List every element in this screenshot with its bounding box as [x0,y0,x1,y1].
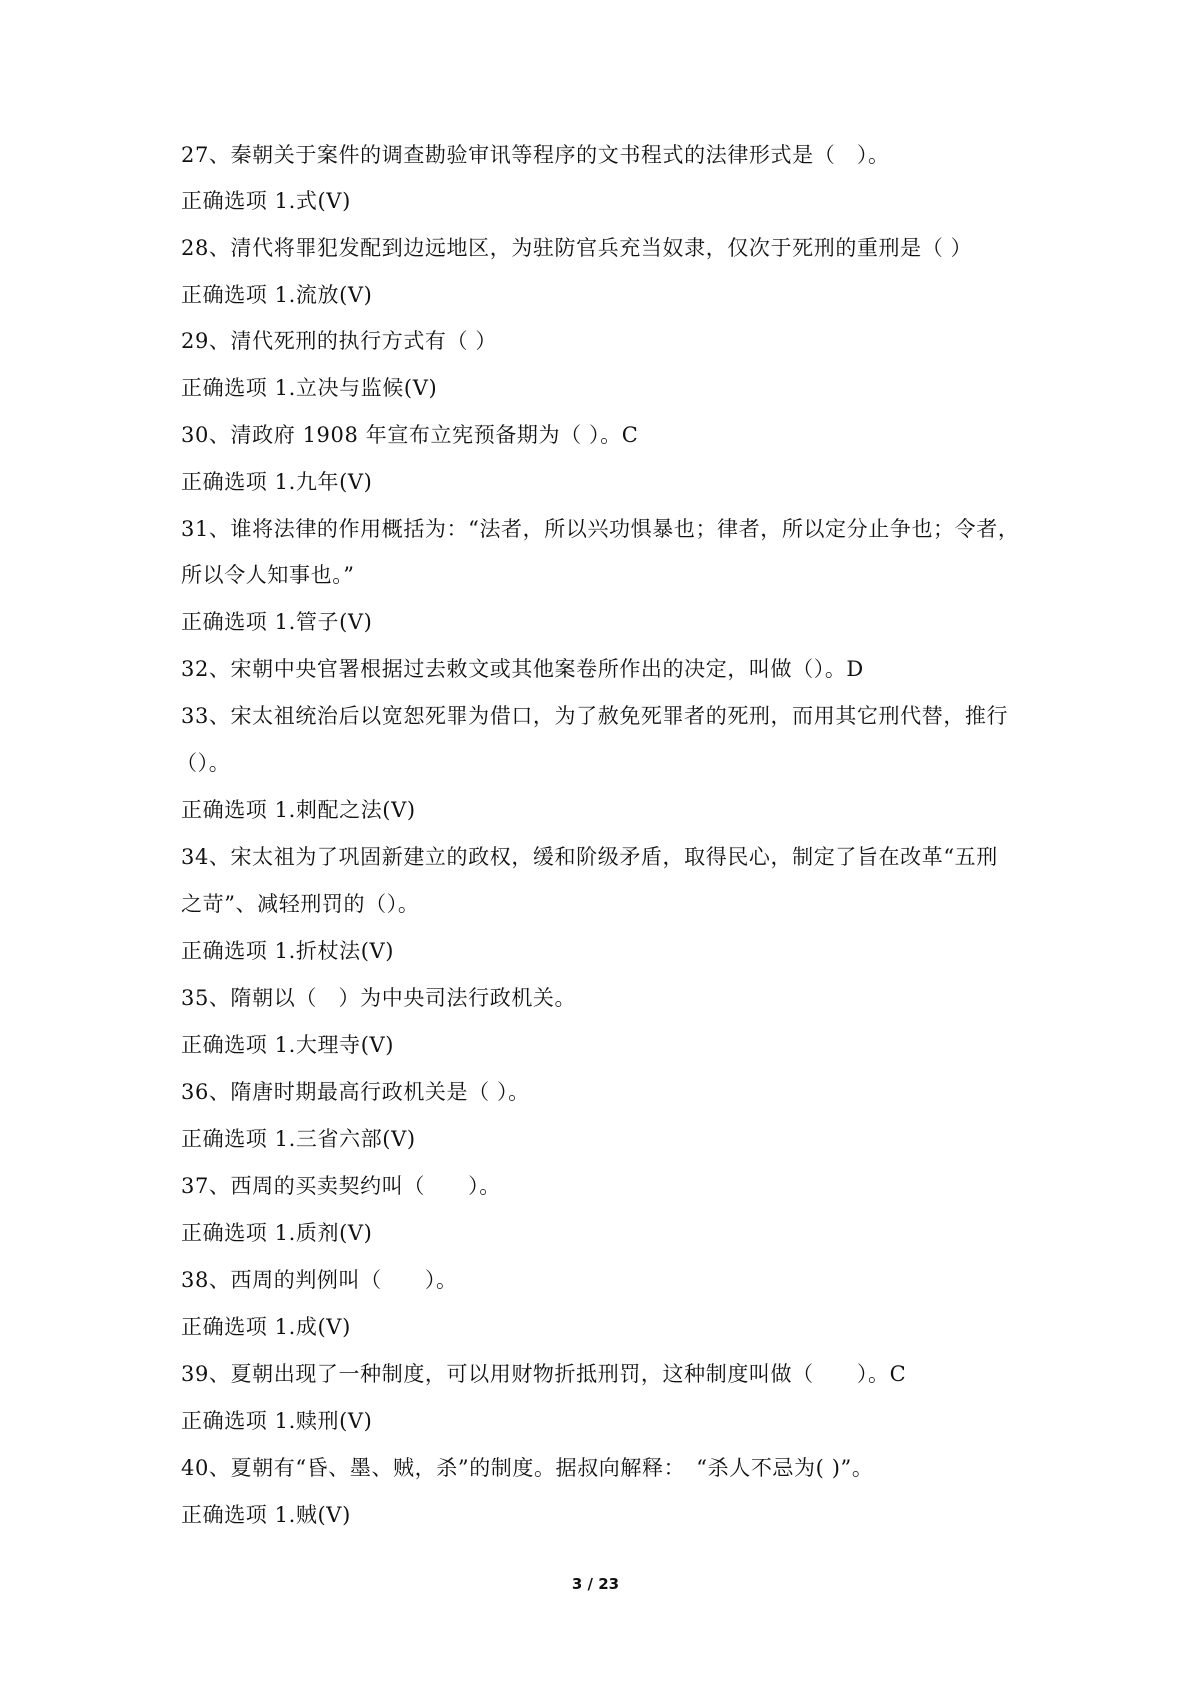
question-line: （）。 [176,751,231,775]
answer-line: 正确选项 1.管子(V) [181,610,373,634]
answer-line: 正确选项 1.流放(V) [181,283,373,307]
question-line: 38、西周的判例叫（ ）。 [181,1268,458,1292]
question-line: 39、夏朝出现了一种制度，可以用财物折抵刑罚，这种制度叫做（ ）。C [181,1362,907,1386]
question-line: 31、谁将法律的作用概括为：“法者，所以兴功惧暴也；律者，所以定分止争也；令者， [181,517,1020,541]
answer-line: 正确选项 1.成(V) [181,1315,351,1339]
question-line: 所以令人知事也。” [181,563,355,587]
answer-line: 正确选项 1.刺配之法(V) [181,798,416,822]
answer-line: 正确选项 1.三省六部(V) [181,1127,416,1151]
question-line: 30、清政府 1908 年宣布立宪预备期为（ ）。C [181,423,639,447]
answer-line: 正确选项 1.质剂(V) [181,1221,373,1245]
answer-line: 正确选项 1.折杖法(V) [181,939,395,963]
question-line: 37、西周的买卖契约叫（ ）。 [181,1174,501,1198]
answer-line: 正确选项 1.大理寺(V) [181,1033,395,1057]
question-line: 35、隋朝以（ ）为中央司法行政机关。 [181,986,577,1010]
question-line: 27、秦朝关于案件的调查勘验审讯等程序的文书程式的法律形式是（ ）。 [181,143,890,167]
question-line: 32、宋朝中央官署根据过去敕文或其他案卷所作出的决定，叫做（）。D [181,657,864,681]
answer-line: 正确选项 1.式(V) [181,189,351,213]
question-line: 34、宋太祖为了巩固新建立的政权，缓和阶级矛盾，取得民心，制定了旨在改革“五刑 [181,845,998,869]
page-number: 3 / 23 [571,1575,620,1593]
question-line: 之苛”、减轻刑罚的（）。 [181,892,420,916]
answer-line: 正确选项 1.赎刑(V) [181,1409,373,1433]
question-line: 40、夏朝有“昏、墨、贼，杀”的制度。据叔向解释： “杀人不忌为( )”。 [181,1456,874,1480]
question-line: 33、宋太祖统治后以宽恕死罪为借口，为了赦免死罪者的死刑，而用其它刑代替，推行 [181,704,1009,728]
answer-line: 正确选项 1.贼(V) [181,1503,351,1527]
question-line: 29、清代死刑的执行方式有（ ） [181,329,497,353]
question-line: 36、隋唐时期最高行政机关是（ ）。 [181,1080,530,1104]
answer-line: 正确选项 1.立决与监候(V) [181,376,438,400]
question-line: 28、清代将罪犯发配到边远地区，为驻防官兵充当奴隶，仅次于死刑的重刑是（ ） [181,236,973,260]
answer-line: 正确选项 1.九年(V) [181,470,373,494]
